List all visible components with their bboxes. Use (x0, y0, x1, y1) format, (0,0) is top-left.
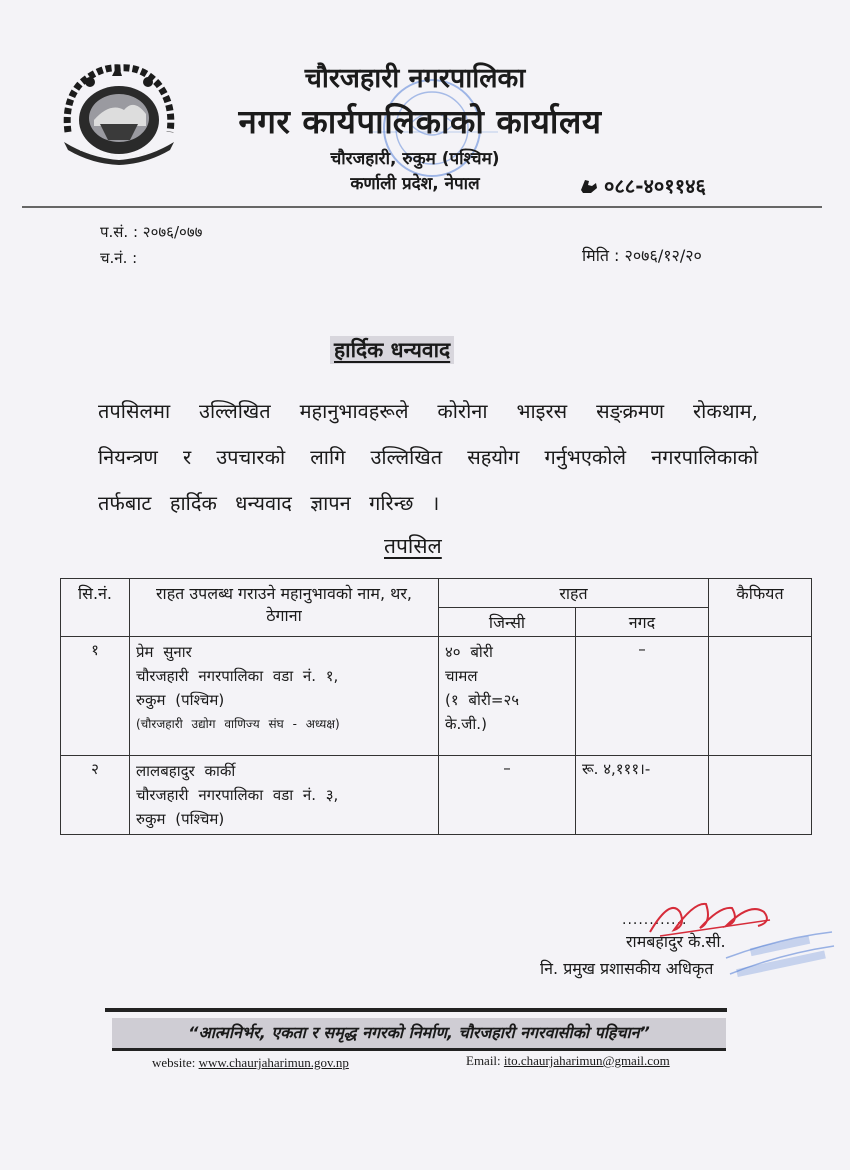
row-donor (130, 756, 439, 835)
address-line-1: चौरजहारी, रुकुम (पश्चिम) (330, 149, 500, 169)
email-label: Email: (466, 1053, 501, 1068)
donor-name: लालबहादुर कार्की (136, 762, 236, 780)
footer-motto: “आत्मनिर्भर, एकता र समृद्ध नगरको निर्माण, चौरजहारी नगरवासीको पहिचान” (112, 1018, 726, 1051)
details-heading: तपसिल (384, 534, 442, 558)
row-donor (130, 637, 439, 756)
phone-icon (580, 178, 598, 194)
donor-name: प्रेम सुनार (136, 643, 192, 661)
in-kind-line: चामल (445, 667, 478, 685)
table-row (61, 756, 812, 835)
email-link[interactable]: ito.chaurjaharimun@gmail.com (503, 1053, 670, 1068)
row-serial: २ (61, 756, 130, 835)
header-relief: राहत (439, 579, 709, 608)
row-cash: रू. ४,१११।- (576, 756, 709, 835)
municipality-name: चौरजहारी नगरपालिका (304, 63, 526, 94)
row-in-kind (439, 637, 576, 756)
signatory-name: रामबहादुर के.सी. (626, 932, 726, 951)
relief-table (60, 578, 812, 835)
address-line-2: कर्णाली प्रदेश, नेपाल (350, 174, 480, 194)
phone-value: ०८८-४०११४६ (604, 174, 706, 198)
row-cash: – (576, 637, 709, 756)
in-kind-line: (१ बोरी=२५ (445, 691, 520, 709)
row-serial: १ (61, 637, 130, 756)
donor-address: चौरजहारी नगरपालिका वडा नं. ३, (136, 786, 339, 804)
header-divider (22, 206, 822, 208)
patra-sankhya: प.सं. : २०७६/०७७ (100, 223, 203, 241)
table-header-row (61, 579, 812, 608)
footer-website (152, 1055, 349, 1071)
letter-body: तपसिलमा उल्लिखित महानुभावहरूले कोरोना भाइरस सङ्क्रमण रोकथाम, नियन्त्रण र उपचारको लागि उल्लिखित सहयोग गर्नुभएकोले नगरपालिकाको तर्फबाट हार्दिक धन्यवाद ज्ञापन गरिन्छ । (98, 399, 758, 515)
header-serial: सि.नं. (61, 579, 130, 637)
donor-address: चौरजहारी नगरपालिका वडा नं. १, (136, 667, 339, 685)
row-in-kind: – (439, 756, 576, 835)
row-remarks (709, 637, 812, 756)
phone-number (580, 172, 706, 199)
table-row (61, 637, 812, 756)
office-name: नगर कार्यपालिकाको कार्यालय (238, 102, 602, 141)
signature-dots: ............ (622, 912, 688, 928)
header-name: राहत उपलब्ध गराउने महानुभावको नाम, थर, ठेगाना (130, 579, 439, 637)
donor-district: रुकुम (पश्चिम) (136, 810, 225, 828)
website-link[interactable]: www.chaurjaharimun.gov.np (198, 1055, 349, 1070)
signatory-title: नि. प्रमुख प्रशासकीय अधिकृत (540, 959, 714, 978)
officer-stamp (720, 928, 838, 980)
donor-note: (चौरजहारी उद्योग वाणिज्य संघ - अध्यक्ष) (136, 717, 340, 731)
nepal-emblem-logo (60, 62, 178, 166)
website-label: website: (152, 1055, 196, 1070)
header-cash: नगद (576, 608, 709, 637)
footer-email (466, 1053, 670, 1069)
in-kind-line: के.जी.) (445, 715, 487, 733)
chalani-number: च.नं. : (100, 249, 138, 267)
in-kind-line: ४० बोरी (445, 643, 493, 661)
letter-date: मिति : २०७६/१२/२० (582, 246, 702, 265)
header-remarks: कैफियत (709, 579, 812, 637)
donor-district: रुकुम (पश्चिम) (136, 691, 225, 709)
footer-divider (105, 1008, 727, 1012)
letter-subject: हार्दिक धन्यवाद (330, 336, 454, 364)
row-remarks (709, 756, 812, 835)
header-in-kind: जिन्सी (439, 608, 576, 637)
